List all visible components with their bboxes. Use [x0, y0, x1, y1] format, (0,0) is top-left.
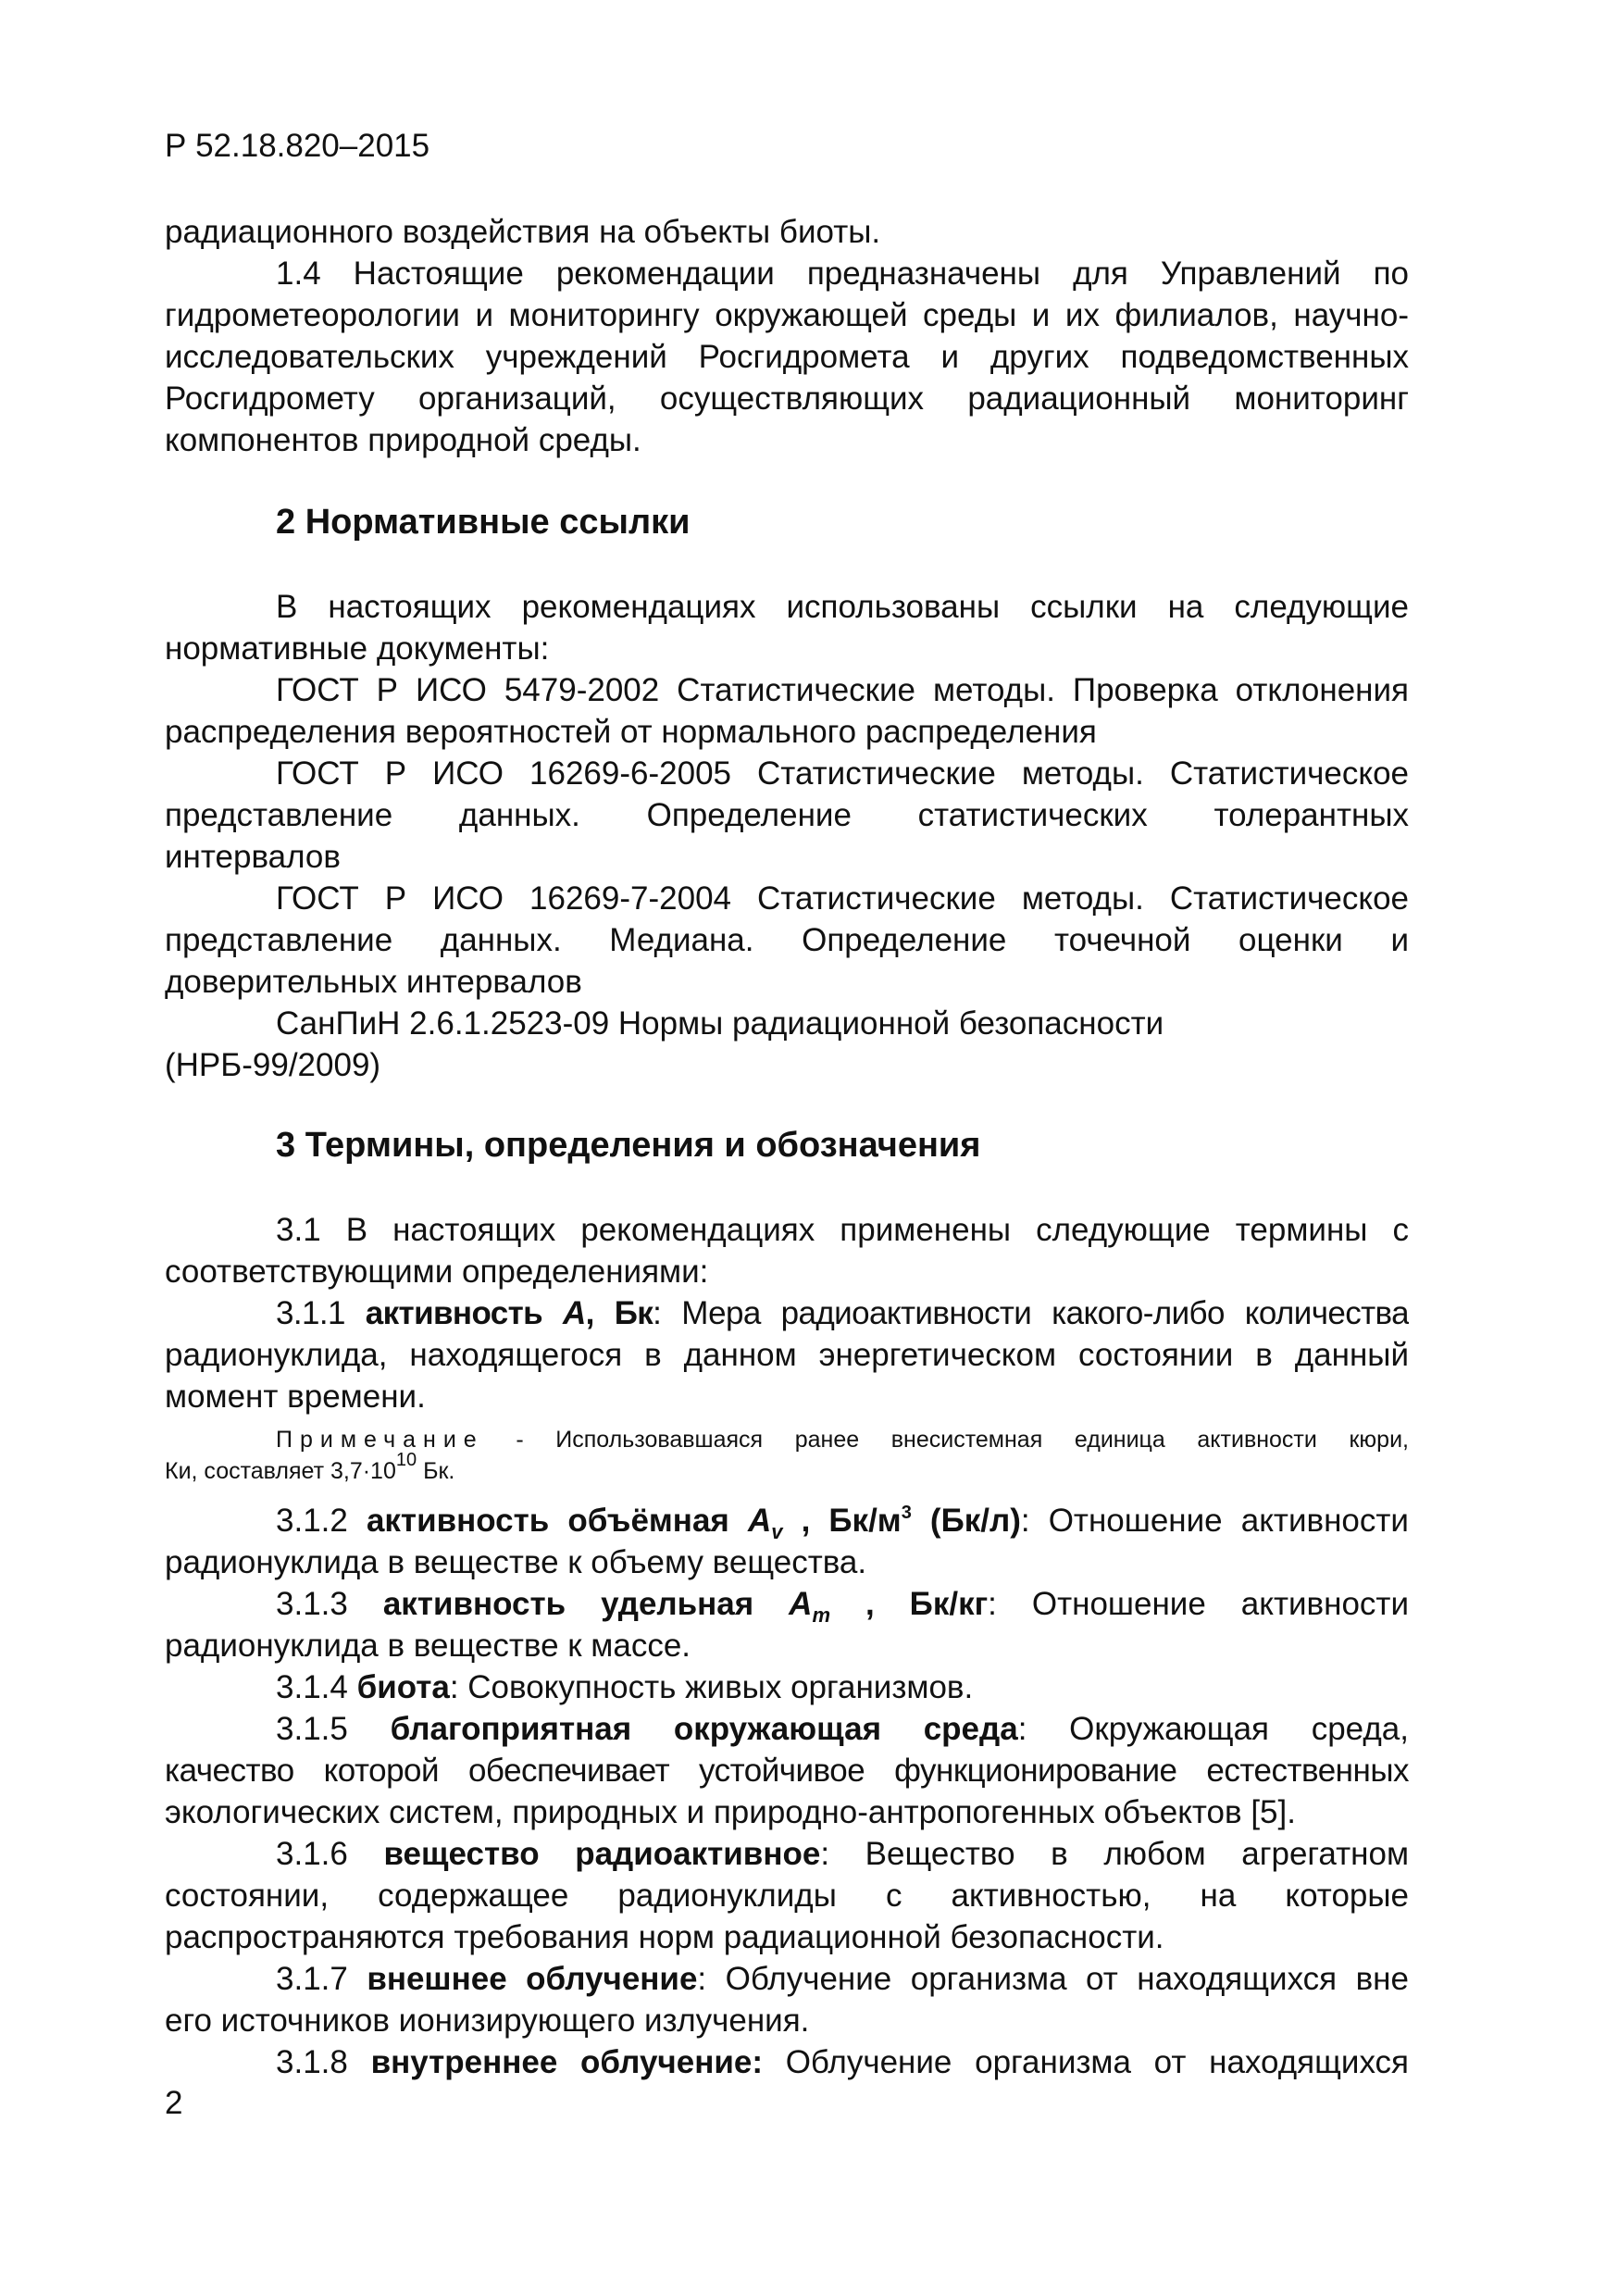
paragraph-line: 1.4 Настоящие рекомендации предназначены для Управлений по [276, 256, 1409, 292]
note-line: Ки, составляет $3,7\cdot 10^{10}$ Бк. [165, 1450, 455, 1484]
document-code: Р 52.18.820–2015 [165, 128, 430, 164]
term-3-1-4: 3.1.4 биота: Совокупность живых организмов. [276, 1669, 974, 1705]
paragraph-line: доверительных интервалов [165, 964, 582, 1000]
paragraph-line: ГОСТ Р ИСО 16269-7-2004 Статистические методы. Статистическое [276, 880, 1409, 917]
paragraph-line: (НРБ-99/2009) [165, 1047, 381, 1083]
paragraph-line: экологических систем, природных и природно-антропогенных объектов [5]. [165, 1794, 1296, 1830]
paragraph-line: В настоящих рекомендациях использованы ссылки на следующие [276, 589, 1409, 625]
section-heading: 2 Нормативные ссылки [276, 503, 691, 542]
term-3-1-2: 3.1.2 активность объёмная $A_v$ , $Бк/м^3$ (Бк/л): Отношение активности [276, 1503, 1409, 1541]
paragraph-line: радионуклида, находящегося в данном энергетическом состоянии в данный [165, 1337, 1409, 1373]
paragraph-line: Росгидромету организаций, осуществляющих радиационный мониторинг [165, 381, 1409, 417]
paragraph-line: распространяются требования норм радиационной безопасности. [165, 1919, 1164, 1955]
section-heading: 3 Термины, определения и обозначения [276, 1126, 981, 1165]
paragraph-line: 3.1 В настоящих рекомендациях применены следующие термины с [276, 1212, 1409, 1248]
paragraph-line: его источников ионизирующего излучения. [165, 2003, 810, 2039]
paragraph-line: гидрометеорологии и мониторингу окружающей среды и их филиалов, научно- [165, 297, 1409, 333]
paragraph-line: качество которой обеспечивает устойчивое функционирование естественных [165, 1753, 1409, 1789]
term-3-1-8: 3.1.8 внутреннее облучение: Облучение организма от находящихся [276, 2044, 1409, 2080]
paragraph-line: интервалов [165, 839, 341, 875]
paragraph-line: радиационного воздействия на объекты биоты. [165, 214, 881, 250]
paragraph-line: радионуклида в веществе к объему вещества. [165, 1544, 867, 1580]
paragraph-line: состоянии, содержащее радионуклиды с активностью, на которые [165, 1878, 1409, 1914]
paragraph-line: радионуклида в веществе к массе. [165, 1628, 691, 1664]
note: Примечание - Использовавшаяся ранее внесистемная единица активности кюри, [276, 1427, 1409, 1453]
term-3-1-6: 3.1.6 вещество радиоактивное: Вещество в любом агрегатном [276, 1836, 1409, 1872]
term-3-1-5: 3.1.5 благоприятная окружающая среда: Окружающая среда, [276, 1711, 1409, 1747]
paragraph-line: нормативные документы: [165, 630, 550, 667]
paragraph-line: ГОСТ Р ИСО 16269-6-2005 Статистические методы. Статистическое [276, 755, 1409, 792]
paragraph-line: ГОСТ Р ИСО 5479-2002 Статистические методы. Проверка отклонения [276, 672, 1409, 708]
paragraph-line: соответствующими определениями: [165, 1254, 709, 1290]
paragraph-line: компонентов природной среды. [165, 422, 641, 458]
paragraph-line: СанПиН 2.6.1.2523-09 Нормы радиационной безопасности [276, 1005, 1164, 1042]
paragraph-line: исследовательских учреждений Росгидромета и других подведомственных [165, 339, 1409, 375]
term-3-1-1: 3.1.1 активность A, Бк: Мера радиоактивности какого-либо количества [276, 1295, 1409, 1331]
page-number: 2 [165, 2085, 183, 2121]
term-3-1-3: 3.1.3 активность удельная $A_m$ , Бк/кг: Отношение активности [276, 1586, 1409, 1625]
paragraph-line: представление данных. Определение статистических толерантных [165, 797, 1409, 833]
term-3-1-7: 3.1.7 внешнее облучение: Облучение организма от находящихся вне [276, 1961, 1409, 1997]
paragraph-line: момент времени. [165, 1379, 426, 1415]
paragraph-line: распределения вероятностей от нормального распределения [165, 714, 1097, 750]
paragraph-line: представление данных. Медиана. Определение точечной оценки и [165, 922, 1409, 958]
